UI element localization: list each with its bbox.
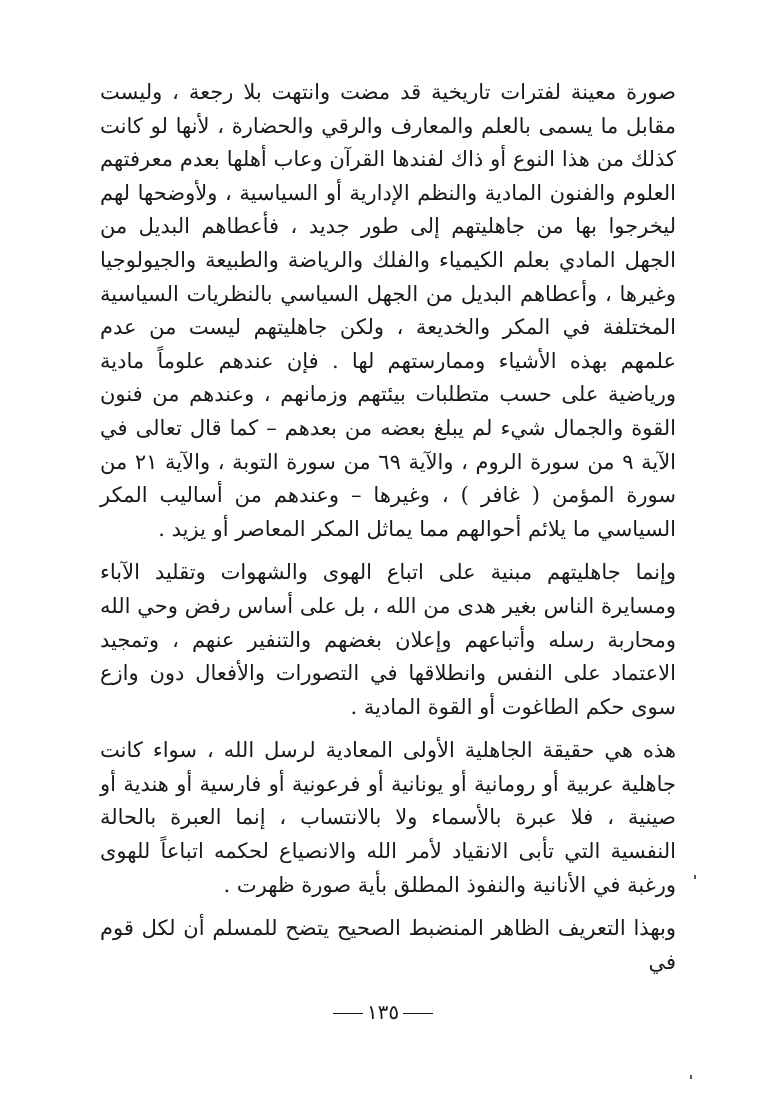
paragraph-spacer bbox=[100, 902, 676, 912]
paragraph-spacer bbox=[100, 724, 676, 734]
page-number-footer bbox=[0, 1000, 766, 1024]
paragraph-4: وبهذا التعريف الظاهر المنضبط الصحيح يتضح للمسلم أن لكل قوم في bbox=[100, 916, 676, 974]
paragraph-3: هذه هي حقيقة الجاهلية الأولى المعادية لرسل الله ، سواء كانت جاهلية عربية أو رومانية أو يونانية أو فرعونية أو فارسية أو هندية أو صينية ، فلا عبرة بالأسماء ولا بالانتساب ، إنما العبرة بالحالة النفسية التي تأبى الانقياد لأمر الله والانصياع لحكمه اتباعاً للهوى ورغبة في الأنانية والنفوذ المطلق بأية صورة ظهرت . bbox=[100, 738, 676, 897]
paragraph-spacer bbox=[100, 546, 676, 556]
paragraph-1: صورة معينة لفترات تاريخية قد مضت وانتهت بلا رجعة ، وليست مقابل ما يسمى بالعلم والمعارف والرقي والحضارة ، لأنها لو كانت كذلك من هذا النوع أو ذاك لفندها القرآن وعاب أهلها بعدم معرفتهم العلوم والفنون المادية والنظم الإدارية أو السياسية ، ولأوضحها لهم ليخرجوا بها من جاهليتهم إلى طور جديد ، فأعطاهم البديل من الجهل المادي بعلم الكيمياء والفلك والرياضة والطبيعة والجيولوجيا وغيرها ، وأعطاهم البديل من الجهل السياسي بالنظريات السياسية المختلفة في المكر والخديعة ، ولكن جاهليتهم ليست من عدم علمهم بهذه الأشياء وممارستهم لها . فإن عندهم علوماً مادية ورياضية على حسب متطلبات بيئتهم وزمانهم ، وعندهم من فنون القوة والجمال شيء لم يبلغ بعضه من بعدهم – كما قال تعالى في الآية ٩ من سورة الروم ، والآية ٦٩ من سورة التوبة ، والآية ٢١ من سورة المؤمن ( غافر ) ، وغيرها – وعندهم من أساليب المكر السياسي ما يلائم أحوالهم مما يماثل المكر المعاصر أو يزيد . bbox=[100, 80, 676, 541]
folio-dash-left bbox=[333, 1013, 363, 1014]
body-text bbox=[100, 76, 676, 979]
paragraph-2: وإنما جاهليتهم مبنية على اتباع الهوى والشهوات وتقليد الآباء ومسايرة الناس بغير هدى من الله ، بل على أساس رفض وحي الله ومحاربة رسله وأتباعهم وإعلان بغضهم والتنفير عنهم ، وتمجيد الاعتماد على النفس وانطلاقها في التصورات والأفعال دون وازع سوى حكم الطاغوت أو القوة المادية . bbox=[100, 560, 676, 719]
scan-speck bbox=[694, 875, 696, 879]
page-number: ١٣٥ bbox=[366, 1000, 400, 1024]
scan-speck bbox=[690, 1075, 692, 1079]
folio-dash-right bbox=[403, 1013, 433, 1014]
